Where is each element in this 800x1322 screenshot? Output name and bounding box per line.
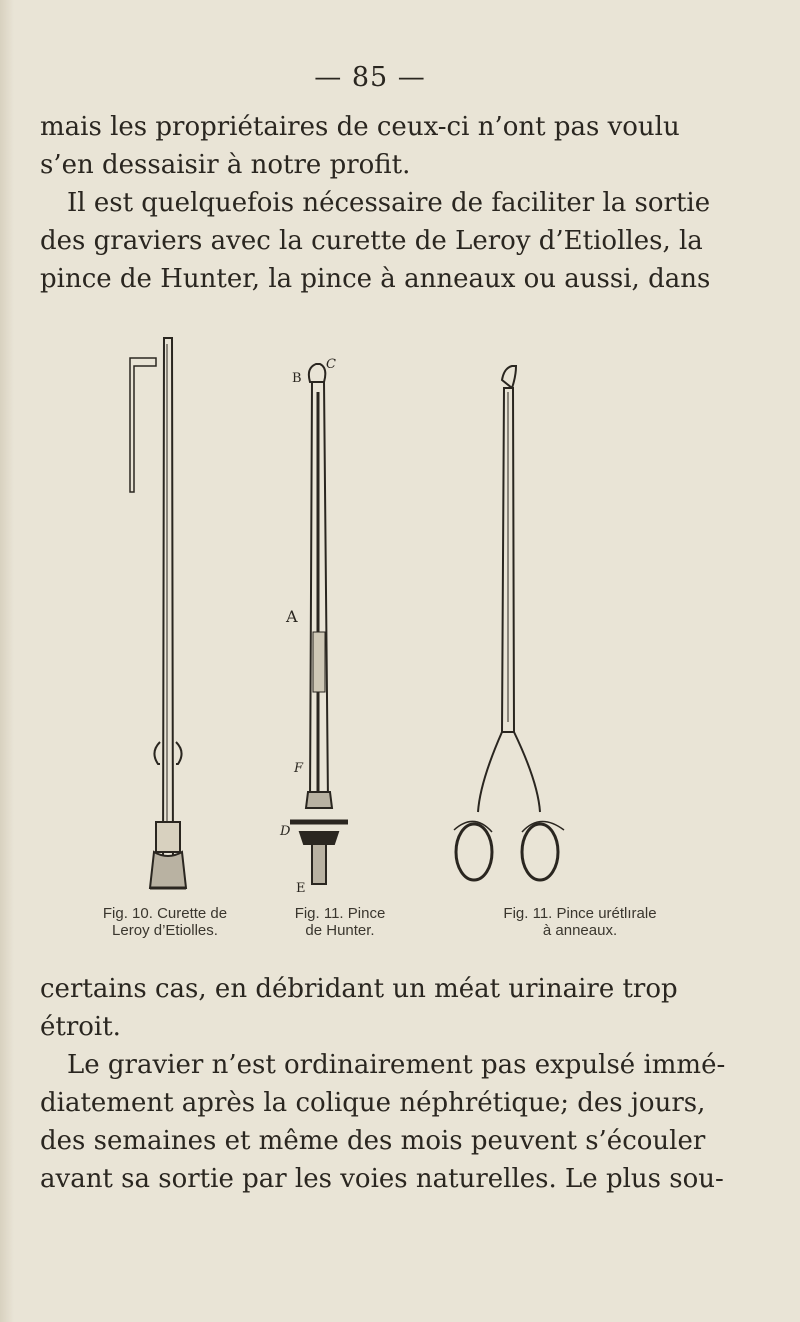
caption-line: à anneaux.: [542, 922, 618, 939]
text-line: s’en dessaisir à notre profit.: [40, 150, 411, 180]
paragraph-instruments: [40, 184, 730, 298]
bottom-text-block: [40, 970, 730, 1198]
caption-fig-11-hunter: [260, 905, 420, 939]
label-letter-a: A: [286, 607, 298, 626]
text-line: Il est quelquefois nécessaire de faciliter la sortie: [67, 188, 711, 218]
ring-forceps-illustration: [454, 366, 564, 880]
label-letter-f: F: [294, 761, 304, 776]
text-line: des graviers avec la curette de Leroy d’Etiolles, la: [40, 226, 703, 256]
text-line: certains cas, en débridant un méat urinaire trop: [40, 974, 678, 1004]
caption-line: Fig. 10. Curette de: [102, 905, 228, 922]
caption-fig-11-rings: [450, 905, 710, 939]
paragraph-continued: [40, 970, 730, 1046]
paragraph-continuation: [40, 108, 730, 184]
page-edge: [0, 0, 14, 1322]
text-line: mais les propriétaires de ceux-ci n’ont pas voulu: [40, 112, 680, 142]
text-line: pince de Hunter, la pince à anneaux ou aussi, dans: [40, 264, 711, 294]
caption-line: Fig. 11. Pince urétlırale: [503, 905, 657, 922]
label-letter-b: B: [292, 371, 302, 386]
page-number: — 85 —: [314, 62, 426, 93]
top-text-block: [40, 108, 730, 298]
label-letter-d: D: [280, 824, 291, 839]
caption-line: de Hunter.: [305, 922, 375, 939]
text-line: des semaines et même des mois peuvent s’écouler: [40, 1126, 706, 1156]
text-line: avant sa sortie par les voies naturelles. Le plus sou-: [40, 1164, 724, 1194]
label-letter-e: E: [296, 881, 306, 896]
text-line: étroit.: [40, 1012, 121, 1042]
text-line: diatement après la colique néphrétique; des jours,: [40, 1088, 706, 1118]
caption-line: Leroy d’Etiolles.: [112, 922, 218, 939]
hunter-forceps-illustration: [279, 357, 348, 896]
label-letter-c: C: [326, 357, 336, 372]
curette-illustration: [130, 338, 186, 888]
caption-fig-10: [60, 905, 270, 939]
figures-illustration: [120, 332, 680, 902]
paragraph-expulsion: [40, 1046, 730, 1198]
caption-line: Fig. 11. Pince: [294, 905, 386, 922]
text-line: Le gravier n’est ordinairement pas expulsé immé-: [67, 1050, 726, 1080]
